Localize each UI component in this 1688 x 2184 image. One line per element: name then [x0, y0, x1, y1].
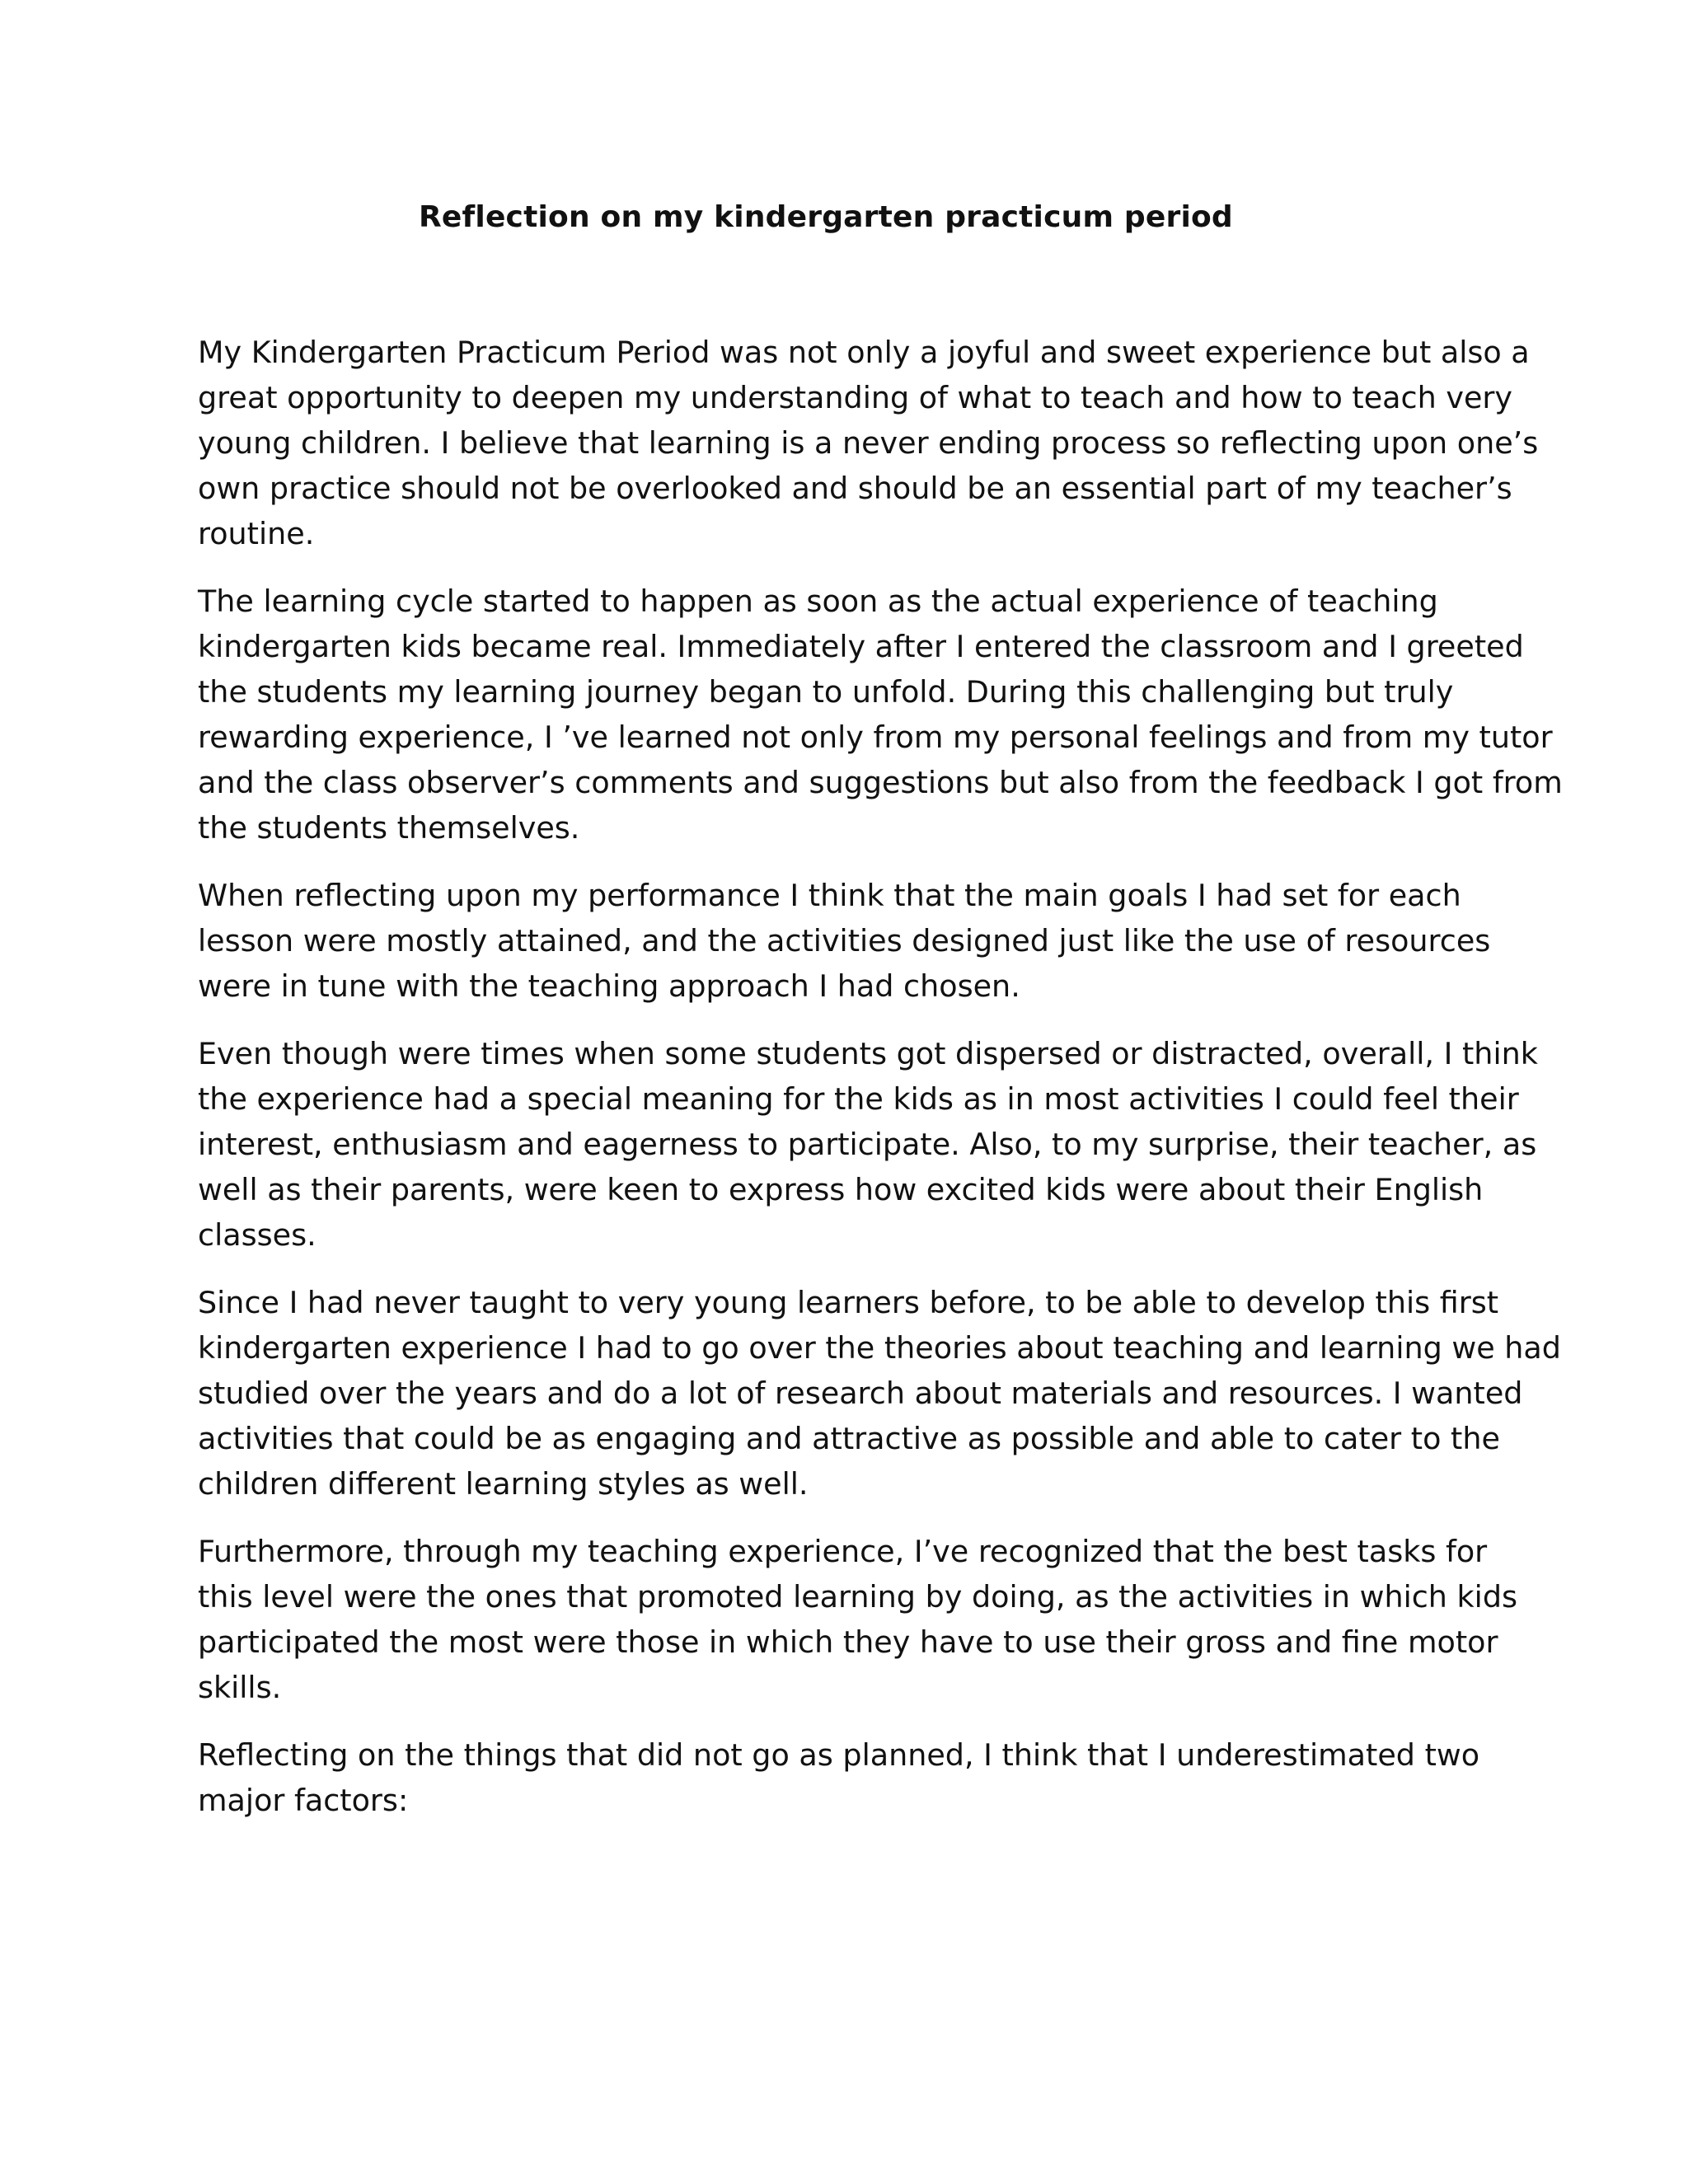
text-line: and the class observer’s comments and suggestions but also from the feedback I got from	[198, 765, 1563, 800]
text-line: children different learning styles as well.	[198, 1466, 809, 1502]
text-line: When reflecting upon my performance I think that the main goals I had set for each	[198, 878, 1461, 913]
text-line: participated the most were those in which they have to use their gross and fine motor	[198, 1624, 1498, 1660]
text-line: lesson were mostly attained, and the activities designed just like the use of resources	[198, 923, 1491, 958]
document-title: Reflection on my kindergarten practicum period	[419, 200, 1233, 234]
paragraph-5	[198, 1280, 1561, 1507]
text-line: well as their parents, were keen to express how excited kids were about their English	[198, 1172, 1484, 1207]
text-line: this level were the ones that promoted learning by doing, as the activities in which kids	[198, 1579, 1518, 1615]
text-line: skills.	[198, 1670, 282, 1705]
text-line: the experience had a special meaning for the kids as in most activities I could feel their	[198, 1081, 1519, 1117]
paragraph-2	[198, 579, 1563, 851]
text-line: Reflecting on the things that did not go as planned, I think that I underestimated two	[198, 1737, 1480, 1773]
text-line: were in tune with the teaching approach I had chosen.	[198, 968, 1020, 1004]
document-body	[198, 330, 1563, 1845]
text-line: rewarding experience, I ’ve learned not only from my personal feelings and from my tutor	[198, 719, 1553, 755]
text-line: the students my learning journey began to unfold. During this challenging but truly	[198, 674, 1454, 710]
text-line: the students themselves.	[198, 810, 580, 846]
paragraph-6	[198, 1529, 1518, 1710]
text-line: kindergarten experience I had to go over the theories about teaching and learning we had	[198, 1330, 1561, 1366]
paragraph-7	[198, 1732, 1484, 1823]
text-line: The learning cycle started to happen as soon as the actual experience of teaching	[198, 583, 1438, 619]
text-line: interest, enthusiasm and eagerness to participate. Also, to my surprise, their teacher, as	[198, 1127, 1537, 1162]
text-line: kindergarten kids became real. Immediately after I entered the classroom and I greeted	[198, 629, 1524, 664]
text-line: young children. I believe that learning is a never ending process so reflecting upon one’s	[198, 425, 1539, 461]
text-line: own practice should not be overlooked and should be an essential part of my teacher’s	[198, 471, 1512, 506]
text-line: studied over the years and do a lot of research about materials and resources. I wanted	[198, 1376, 1523, 1411]
paragraph-4	[198, 1031, 1538, 1258]
text-line: major factors:	[198, 1783, 409, 1818]
text-line: Since I had never taught to very young learners before, to be able to develop this first	[198, 1285, 1499, 1320]
text-line: My Kindergarten Practicum Period was not only a joyful and sweet experience but also a	[198, 335, 1530, 370]
text-line: activities that could be as engaging and attractive as possible and able to cater to the	[198, 1421, 1500, 1456]
text-line: Even though were times when some students got dispersed or distracted, overall, I think	[198, 1036, 1538, 1071]
text-line: great opportunity to deepen my understanding of what to teach and how to teach very	[198, 380, 1513, 415]
text-line: classes.	[198, 1217, 316, 1253]
paragraph-1	[198, 330, 1539, 556]
text-line: Furthermore, through my teaching experience, I’ve recognized that the best tasks for	[198, 1534, 1488, 1569]
text-line: routine.	[198, 516, 315, 551]
paragraph-3	[198, 873, 1491, 1009]
